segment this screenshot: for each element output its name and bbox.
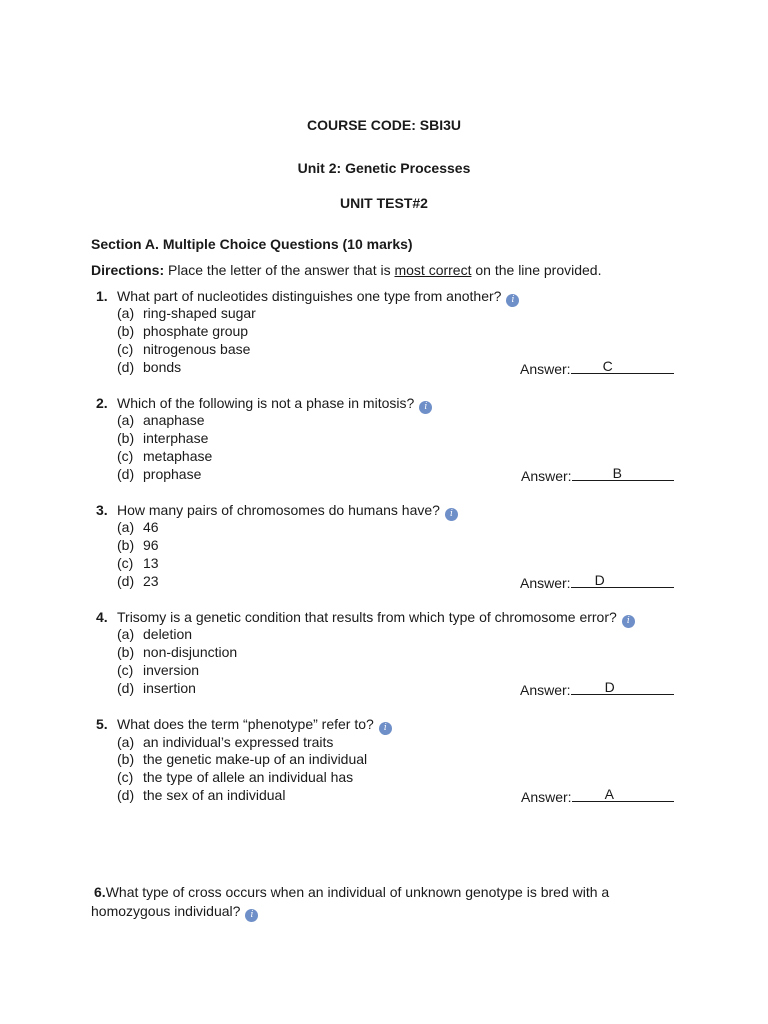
unit-title: Unit 2: Genetic Processes xyxy=(297,160,471,176)
question-number: 3. xyxy=(96,502,108,518)
directions xyxy=(91,262,601,278)
info-icon[interactable]: i xyxy=(245,909,258,922)
info-icon[interactable]: i xyxy=(445,508,458,521)
option-d: (d) insertion xyxy=(117,680,196,696)
option-b: (b) phosphate group xyxy=(117,323,249,339)
answer-field[interactable] xyxy=(520,573,674,591)
option-b: (b) 96 xyxy=(117,537,159,553)
option-a: (a) anaphase xyxy=(117,412,205,428)
directions-label: Directions: xyxy=(91,262,165,278)
answer-value: D xyxy=(594,572,605,588)
info-icon[interactable]: i xyxy=(506,294,519,307)
option-d: (d) prophase xyxy=(117,466,202,482)
option-a: (a) ring-shaped sugar xyxy=(117,305,256,321)
info-icon[interactable]: i xyxy=(379,722,392,735)
course-code: COURSE CODE: SBI3U xyxy=(306,117,462,133)
question-text: Trisomy is a genetic condition that results from which type of chromosome error? i xyxy=(117,609,635,628)
answer-value: C xyxy=(602,358,613,374)
answer-field[interactable] xyxy=(521,466,674,484)
answer-label: Answer: xyxy=(521,789,572,805)
question-number: 5. xyxy=(96,716,108,732)
option-c: (c) nitrogenous base xyxy=(117,341,251,357)
question-number: 6. xyxy=(94,884,106,900)
question-text: How many pairs of chromosomes do humans have? i xyxy=(117,502,458,521)
section-title: Section A. Multiple Choice Questions (10 marks) xyxy=(91,236,413,252)
answer-value: D xyxy=(604,679,615,695)
option-a: (a) an individual’s expressed traits xyxy=(117,734,334,750)
answer-value: A xyxy=(604,786,614,802)
option-c: (c) the type of allele an individual has xyxy=(117,769,354,785)
option-a: (a) 46 xyxy=(117,519,159,535)
directions-text-after: on the line provided. xyxy=(471,262,602,278)
question-number: 4. xyxy=(96,609,108,625)
answer-label: Answer: xyxy=(520,575,571,591)
answer-label: Answer: xyxy=(520,361,571,377)
option-a: (a) deletion xyxy=(117,626,193,642)
answer-field[interactable] xyxy=(520,359,674,377)
option-b: (b) the genetic make-up of an individual xyxy=(117,751,368,767)
question-text: What part of nucleotides distinguishes one type from another? i xyxy=(117,288,519,307)
option-b: (b) interphase xyxy=(117,430,209,446)
question-text-line2: homozygous individual? i xyxy=(91,903,258,922)
question-text: What does the term “phenotype” refer to? i xyxy=(117,716,392,735)
test-title: UNIT TEST#2 xyxy=(340,195,428,211)
answer-field[interactable] xyxy=(521,787,674,805)
question-text: 6.What type of cross occurs when an individual of unknown genotype is bred with a xyxy=(94,884,610,900)
option-c: (c) 13 xyxy=(117,555,159,571)
info-icon[interactable]: i xyxy=(622,615,635,628)
option-d: (d) bonds xyxy=(117,359,182,375)
info-icon[interactable]: i xyxy=(419,401,432,414)
option-c: (c) metaphase xyxy=(117,448,213,464)
answer-value: B xyxy=(612,465,622,481)
directions-emphasis: most correct xyxy=(394,262,472,278)
answer-label: Answer: xyxy=(521,468,572,484)
option-b: (b) non-disjunction xyxy=(117,644,238,660)
option-d: (d) the sex of an individual xyxy=(117,787,286,803)
option-d: (d) 23 xyxy=(117,573,159,589)
option-c: (c) inversion xyxy=(117,662,200,678)
answer-field[interactable] xyxy=(520,680,674,698)
answer-label: Answer: xyxy=(520,682,571,698)
question-number: 2. xyxy=(96,395,108,411)
question-text: Which of the following is not a phase in mitosis? i xyxy=(117,395,432,414)
directions-text-before: Place the letter of the answer that is xyxy=(164,262,395,278)
question-number: 1. xyxy=(96,288,108,304)
